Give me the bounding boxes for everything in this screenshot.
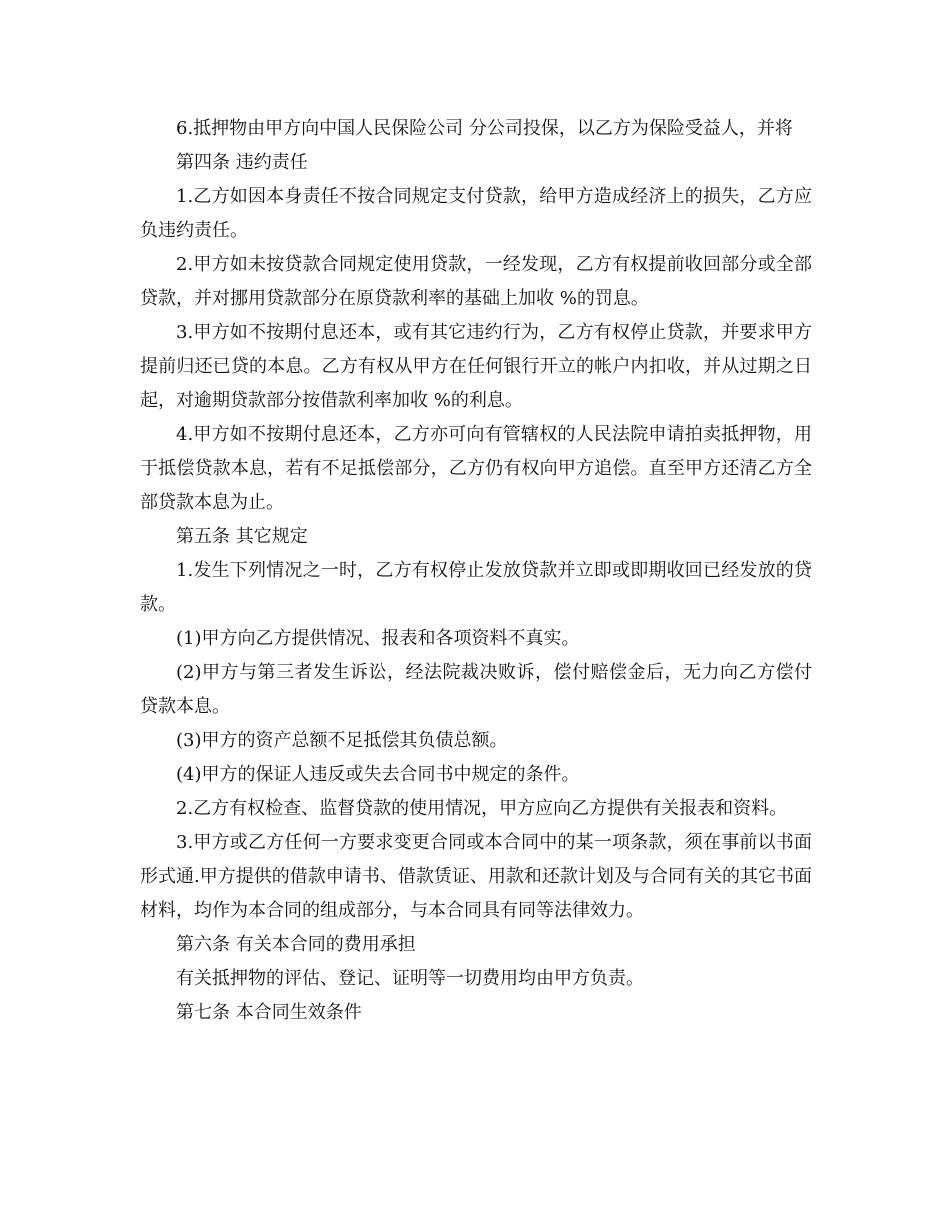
article-5-subitem-3: (3)甲方的资产总额不足抵偿其负债总额。 bbox=[176, 730, 508, 751]
article-6-heading: 第六条 有关本合同的费用承担 bbox=[176, 934, 416, 955]
article-5-subitem-2: (2)甲方与第三者发生诉讼，经法院裁决败诉，偿付赔偿金后，无力向乙方偿付贷款本息。 bbox=[140, 662, 812, 717]
article-5-subitem-4: (4)甲方的保证人违反或失去合同书中规定的条件。 bbox=[176, 764, 580, 785]
article-4-item-1: 1.乙方如因本身责任不按合同规定支付贷款，给甲方造成经济上的损失，乙方应负违约责任。 bbox=[140, 186, 812, 241]
article-4-item-2: 2.甲方如未按贷款合同规定使用贷款，一经发现，乙方有权提前收回部分或全部贷款，并对挪用贷款部分在原贷款利率的基础上加收 %的罚息。 bbox=[140, 254, 812, 309]
article-4-item-3: 3.甲方如不按期付息还本，或有其它违约行为，乙方有权停止贷款，并要求甲方提前归还已贷的本息。乙方有权从甲方在任何银行开立的帐户内扣收，并从过期之日起，对逾期贷款部分按借款利率加收 %的利息。 bbox=[140, 322, 812, 411]
article-5-item-1: 1.发生下列情况之一时，乙方有权停止发放贷款并立即或即期收回已经发放的贷款。 bbox=[140, 560, 812, 615]
article-4-heading: 第四条 违约责任 bbox=[176, 152, 308, 173]
article-5-item-3: 3.甲方或乙方任何一方要求变更合同或本合同中的某一项条款，须在事前以书面形式通.甲方提供的借款申请书、借款赁证、用款和还款计划及与合同有关的其它书面材料，均作为本合同的组成部分，与本合同具有同等法律效力。 bbox=[140, 832, 812, 921]
clause-3-item-6: 6.抵押物由甲方向中国人民保险公司 分公司投保，以乙方为保险受益人，并将 bbox=[176, 118, 793, 139]
article-5-subitem-1: (1)甲方向乙方提供情况、报表和各项资料不真实。 bbox=[176, 628, 580, 649]
article-5-heading: 第五条 其它规定 bbox=[176, 526, 308, 547]
article-5-item-2: 2.乙方有权检查、监督贷款的使用情况，甲方应向乙方提供有关报表和资料。 bbox=[176, 798, 788, 819]
article-7-heading: 第七条 本合同生效条件 bbox=[176, 1002, 362, 1023]
document-body bbox=[140, 112, 812, 1030]
article-6-text: 有关抵押物的评估、登记、证明等一切费用均由甲方负责。 bbox=[176, 968, 644, 989]
article-4-item-4: 4.甲方如不按期付息还本，乙方亦可向有管辖权的人民法院申请拍卖抵押物，用于抵偿贷款本息，若有不足抵偿部分，乙方仍有权向甲方追偿。直至甲方还清乙方全部贷款本息为止。 bbox=[140, 424, 812, 513]
